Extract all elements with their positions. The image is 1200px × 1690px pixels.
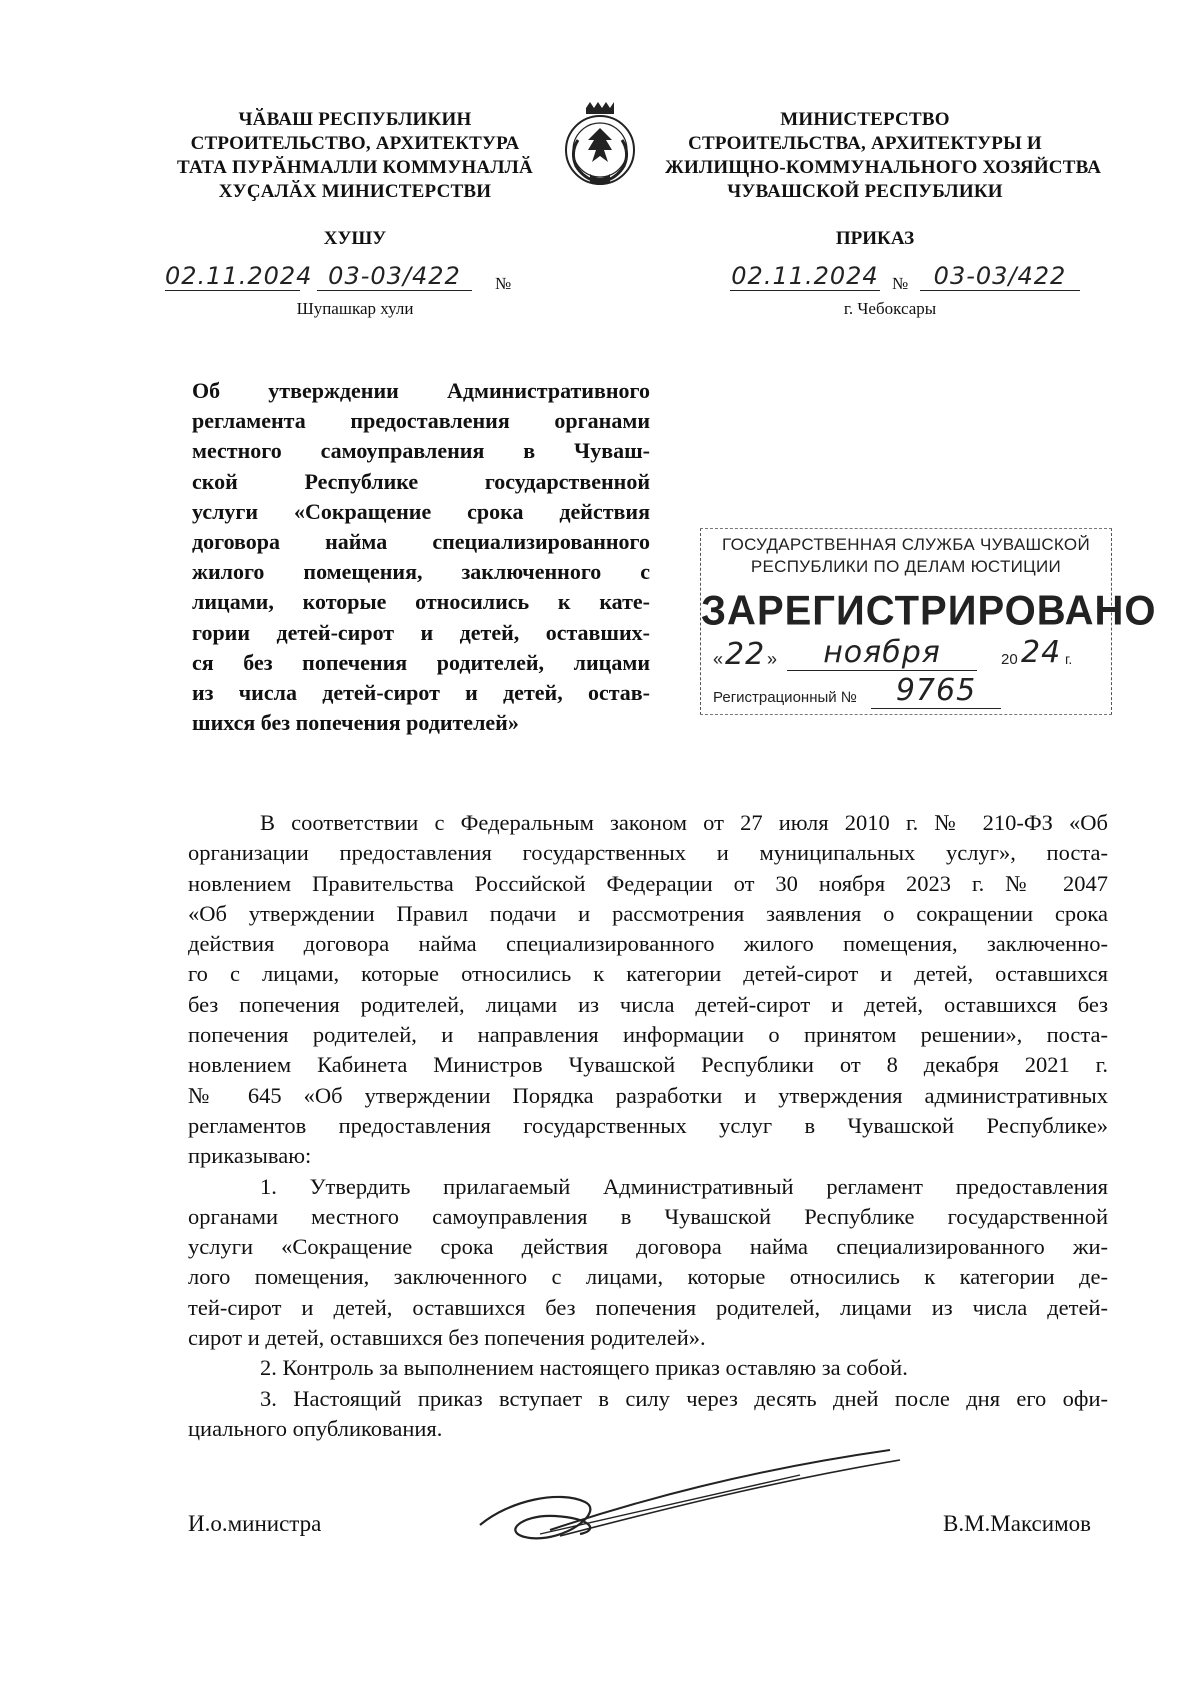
title-line: регламента предоставления органами (192, 408, 650, 434)
body-line: попечения родителей, и направления информации о принятом решении», поста- (188, 1022, 1108, 1048)
header-left-doc-kind: ХУШУ (323, 228, 387, 249)
header-right-line: ЧУВАШСКОЙ РЕСПУБЛИКИ (727, 181, 1003, 202)
stamp-reg-label: Регистрационный № (713, 689, 857, 706)
registration-stamp (700, 528, 1157, 715)
header-left-number-sign: № (495, 274, 512, 293)
title-line: договора найма специализированного (192, 529, 650, 555)
item-1-line: тей-сирот и детей, оставшихся без попечения родителей, лицами из числа детей- (188, 1294, 1108, 1320)
header-left-line: ХУҪАЛӐХ МИНИСТЕРСТВИ (218, 181, 492, 202)
body-line: новлением Правительства Российской Федерации от 30 ноября 2023 г. № 2047 (188, 870, 1108, 896)
title-line: шихся без попечения родителей» (192, 710, 519, 736)
handwritten-signature-icon (470, 1430, 910, 1550)
title-line: жилого помещения, заключенного с (192, 559, 650, 585)
signature-position: И.о.министра (188, 1511, 322, 1536)
header-left-number: 03-03/422 (317, 262, 472, 291)
header-left-place: Шупашкар хули (296, 299, 414, 318)
stamp-reg-number: 9765 (871, 673, 1001, 709)
body-line: «Об утверждении Правил подачи и рассмотрения заявления о сокращении срока (188, 900, 1108, 926)
header-right-place: г. Чебоксары (843, 299, 937, 318)
body-line: новлением Кабинета Министров Чувашской Республики от 8 декабря 2021 г. (188, 1052, 1108, 1078)
body-line: без попечения родителей, лицами из числа детей-сирот и детей, оставшихся без (188, 991, 1108, 1017)
stamp-org-line: РЕСПУБЛИКИ ПО ДЕЛАМ ЮСТИЦИИ (750, 557, 1062, 576)
item-2-line: 2. Контроль за выполнением настоящего приказ оставляю за собой. (260, 1355, 908, 1381)
stamp-org-line: ГОСУДАРСТВЕННАЯ СЛУЖБА ЧУВАШСКОЙ (722, 535, 1090, 554)
item-1-line: лого помещения, заключенного с лицами, которые относились к категории де- (188, 1264, 1108, 1290)
body-line: № 645 «Об утверждении Порядка разработки и утверждения административных (188, 1082, 1108, 1108)
header-left-date-row (165, 262, 535, 296)
title-line: из числа детей-сирот и детей, остав- (192, 680, 650, 706)
title-line: местного самоуправления в Чуваш- (192, 438, 650, 464)
header-right-date-row (730, 262, 1110, 296)
item-1-line: органами местного самоуправления в Чувашской Республике государственной (188, 1203, 1108, 1229)
header-right-number-sign: № (892, 274, 909, 293)
header-right-line: СТРОИТЕЛЬСТВА, АРХИТЕКТУРЫ И (688, 133, 1042, 154)
paragraph-preamble (188, 808, 1108, 1444)
title-line: услуги «Сокращение срока действия (192, 498, 650, 524)
body-line: организации предоставления государственных и муниципальных услуг», поста- (188, 840, 1108, 866)
stamp-year-prefix: 20 (1001, 651, 1018, 668)
header-right-doc-kind: ПРИКАЗ (835, 228, 915, 249)
item-1-line: услуги «Сокращение срока действия договора найма специализированного жи- (188, 1234, 1108, 1260)
header-left-line: ЧӐВАШ РЕСПУБЛИКИН (238, 109, 472, 130)
header-left-org (175, 108, 535, 204)
stamp-status: ЗАРЕГИСТРИРОВАНО (701, 587, 1157, 635)
header-left-date: 02.11.2024 (165, 262, 313, 290)
body-line: В соответствии с Федеральным законом от 27 июля 2010 г. № 210-ФЗ «Об (260, 810, 1108, 835)
header-right-line: МИНИСТЕРСТВО (780, 109, 950, 130)
stamp-month: ноября (787, 635, 977, 671)
item-1-line: 1. Утвердить прилагаемый Административный регламент предоставления (260, 1173, 1108, 1199)
item-1-line: сирот и детей, оставшихся без попечения родителей». (188, 1325, 706, 1351)
body-line: регламентов предоставления государственных услуг в Чувашской Республике» (188, 1112, 1108, 1138)
header-right-line: ЖИЛИЩНО-КОММУНАЛЬНОГО ХОЗЯЙСТВА (665, 157, 1102, 178)
stamp-year-mark: г. (1065, 651, 1073, 667)
item-3-line: 3. Настоящий приказ вступает в силу через десять дней после дня его офи- (260, 1385, 1108, 1411)
stamp-open-quote: « (713, 649, 724, 669)
item-3-line: циального опубликования. (188, 1415, 443, 1441)
chuvash-republic-emblem-icon (560, 100, 640, 195)
header-right-org (665, 108, 1102, 204)
body-line: действия договора найма специализированного жилого помещения, заключенно- (188, 931, 1108, 957)
title-line: ся без попечения родителей, лицами (192, 649, 650, 675)
title-line: ской Республике государственной (192, 468, 650, 494)
stamp-close-quote: » (767, 649, 778, 669)
title-line: Об утверждении Административного (192, 378, 650, 403)
title-line: гории детей-сирот и детей, оставших- (192, 619, 650, 645)
stamp-year-suffix: 24 (1021, 635, 1062, 670)
stamp-day: 22 (725, 637, 766, 672)
title-line: лицами, которые относились к кате- (192, 589, 650, 615)
signature-name: В.М.Максимов (943, 1511, 1091, 1536)
document-title (192, 376, 650, 738)
header-left-line: ТАТА ПУРӐНМАЛЛИ КОММУНАЛЛӐ (177, 157, 533, 178)
body-line: го с лицами, которые относились к категории детей-сирот и детей, оставшихся (188, 961, 1108, 987)
header-right-number: 03-03/422 (920, 262, 1080, 291)
header-right-date: 02.11.2024 (731, 262, 879, 290)
body-line: приказываю: (188, 1143, 312, 1169)
header-left-line: СТРОИТЕЛЬСТВО, АРХИТЕКТУРА (190, 133, 520, 154)
